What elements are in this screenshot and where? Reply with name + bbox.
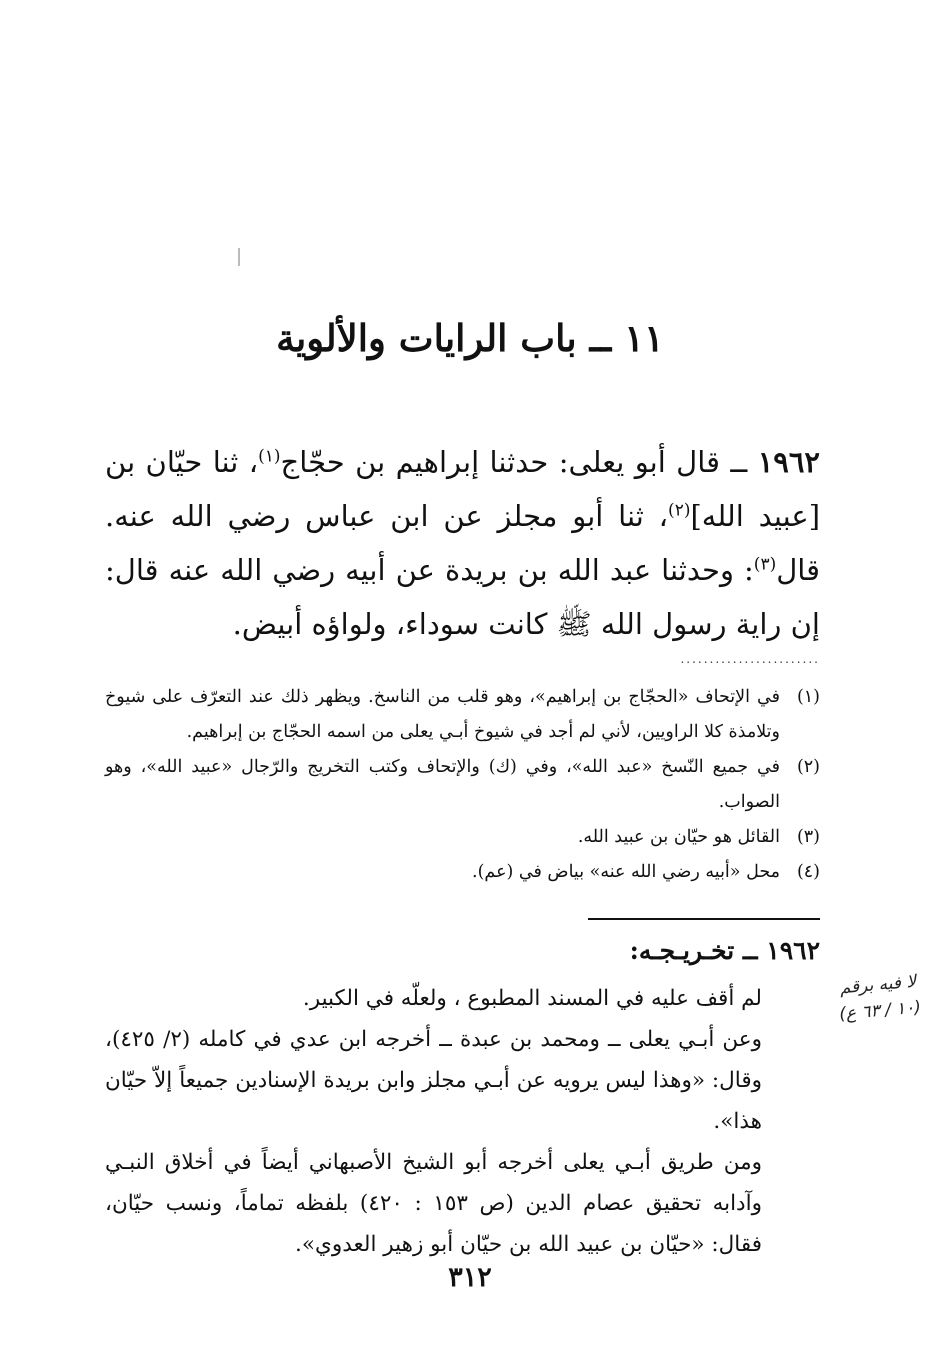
hadith-part-1: ــ قال أبو يعلى: حدثنا إبراهيم بن حجّاج [280,445,748,479]
footnote-text: القائل هو حيّان بن عبيد الله. [577,827,780,847]
footnote-ref-3: (٣) [753,554,777,575]
footnote-item [105,750,820,820]
takhrij-paragraph: ومن طريق أبـي يعلى أخرجه أبو الشيخ الأصبهاني أيضاً في أخلاق النبـي وآدابه تحقيق عصام الدين (ص ١٥٣ : ٤٢٠) بلفظه تماماً، ونسب حيّان، فقال: «حيّان بن عبيد الله بن حيّان أبو زهير العدوي». [105,1150,762,1257]
takhrij-paragraph: وعن أبـي يعلى ــ ومحمد بن عبدة ــ أخرجه ابن عدي في كامله (٢/ ٤٢٥)، وقال: «وهذا ليس يرويه عن أبـي مجلز وابن بريدة الإسنادين جميعاً إلاّ حيّان هذا». [105,1027,763,1134]
takhrij-paragraph: لم أقف عليه في المسند المطبوع ، ولعلّه في الكبير. [302,986,762,1011]
hadith-text [105,435,820,651]
footnote-item [105,820,820,855]
hadith-part-4: : وحدثنا عبد الله بن بريدة عن أبيه رضي الله عنه قال: إن راية رسول الله ﷺ كانت سوداء، ولواؤه أبيض. [105,553,820,641]
takhrij-rule [588,918,820,920]
hadith-part-2: ، ثنا حيّان بن [عبيد الله] [105,445,821,533]
footnote-ref-2: (٢) [668,500,691,521]
footnote-text: في الإتحاف «الحجّاج بن إبراهيم»، وهو قلب من الناسخ. ويظهر ذلك عند التعرّف على شيوخ وتلامذة كلا الراويين، لأني لم أجد في شيوخ أبـي يعلى من اسمه الحجّاج بن إبراهيم. [105,687,780,742]
scan-speck [238,248,240,266]
margin-note-line: (١٠ / ٦٣ ع) [838,997,922,1025]
footnote-item [105,855,820,890]
footnote-number: (٣) [796,827,820,847]
chapter-title: ١١ ــ باب الرايات والألوية [276,316,664,360]
hadith-number: ١٩٦٢ [757,445,820,479]
footnote-item [105,680,820,750]
takhrij-heading: ١٩٦٢ ــ تخـريـجـه: [629,936,820,965]
footnote-number: (٤) [796,862,820,882]
hadith-part-3: ، ثنا أبو مجلز عن ابن عباس رضي الله عنه. قال [105,499,820,587]
footnote-number: (١) [796,687,820,707]
takhrij-body [105,978,820,1265]
footnote-text: في جميع النّسخ «عبد الله»، وفي (ك) والإتحاف وكتب التخريج والرّجال «عبيد الله»، وهو الصواب. [105,757,780,812]
margin-note-line: لا فيه برقم [838,971,917,999]
footnotes-list [105,680,820,890]
footnote-number: (٢) [796,757,820,777]
page-number: ٣١٢ [448,1262,492,1293]
footnote-ref-1: (١) [258,446,281,467]
handwritten-margin-note [816,967,940,1029]
footnote-text: محل «أبيه رضي الله عنه» بياض في (عم). [472,862,780,882]
footnote-separator: ........................ [680,652,820,666]
